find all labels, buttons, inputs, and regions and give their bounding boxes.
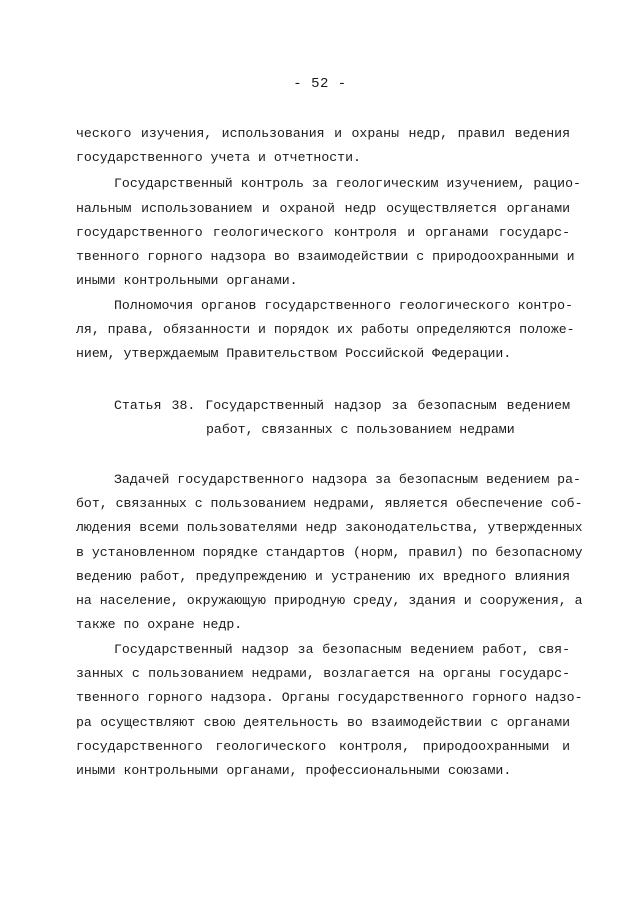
paragraph-2-line-1: Государственный контроль за геологическим изучением, рацио- <box>114 176 581 191</box>
paragraph-2-line-2: нальным использованием и охраной недр осуществляется органами <box>76 201 570 216</box>
paragraph-2-line-5: иными контрольными органами. <box>76 273 298 288</box>
paragraph-5-line-2: занных с пользованием недрами, возлагается на органы государс- <box>76 666 570 681</box>
paragraph-2-line-3: государственного геологического контроля и органами государс- <box>76 225 570 240</box>
paragraph-4-line-3: людения всеми пользователями недр законодательства, утвержденных <box>76 520 583 535</box>
article-title-line-2: работ, связанных с пользованием недрами <box>206 422 515 437</box>
paragraph-3-line-2: ля, права, обязанности и порядок их работы определяются положе- <box>76 322 575 337</box>
paragraph-5-line-5: государственного геологического контроля, природоохранными и <box>76 739 570 754</box>
paragraph-5-line-6: иными контрольными органами, профессиональными союзами. <box>76 763 512 778</box>
paragraph-1-line-1: ческого изучения, использования и охраны недр, правил ведения <box>76 126 570 141</box>
paragraph-5-line-4: ра осуществляют свою деятельность во взаимодействии с органами <box>76 715 570 730</box>
article-title-line-1: Статья 38. Государственный надзор за безопасным ведением <box>114 398 570 413</box>
paragraph-5-line-1: Государственный надзор за безопасным ведением работ, свя- <box>114 642 570 657</box>
paragraph-4-line-1: Задачей государственного надзора за безопасным ведением ра- <box>114 472 581 487</box>
paragraph-4-line-4: в установленном порядке стандартов (норм, правил) по безопасному <box>76 545 583 560</box>
paragraph-5-line-3: твенного горного надзора. Органы государственного горного надзо- <box>76 690 583 705</box>
paragraph-4-line-7: также по охране недр. <box>76 617 243 632</box>
paragraph-1-line-2: государственного учета и отчетности. <box>76 150 361 165</box>
paragraph-2-line-4: твенного горного надзора во взаимодействии с природоохранными и <box>76 249 575 264</box>
paragraph-3-line-1: Полномочия органов государственного геологического контро- <box>114 298 573 313</box>
paragraph-4-line-5: ведению работ, предупреждению и устранению их вредного влияния <box>76 569 570 584</box>
page-number: - 52 - <box>293 76 347 92</box>
paragraph-4-line-6: на население, окружающую природную среду, здания и сооружения, а <box>76 593 583 608</box>
paragraph-4-line-2: бот, связанных с пользованием недрами, является обеспечение соб- <box>76 496 583 511</box>
paragraph-3-line-3: нием, утверждаемым Правительством Российской Федерации. <box>76 346 512 361</box>
